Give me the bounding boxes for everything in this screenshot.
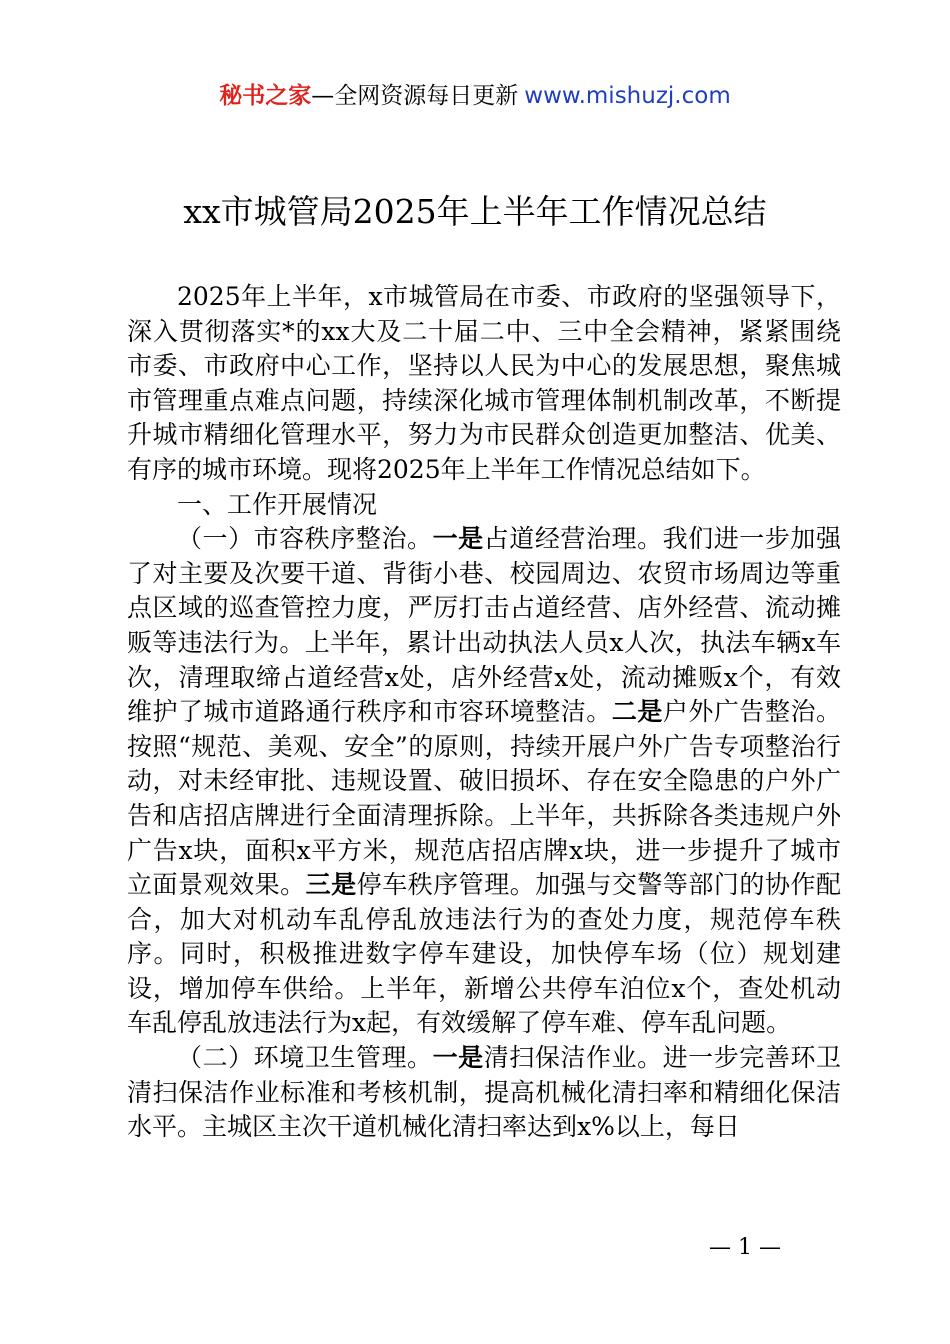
- item-label: 三是: [305, 870, 357, 900]
- banner-tagline: —全网资源每日更新: [311, 83, 519, 109]
- intro-paragraph: 2025年上半年，x市城管局在市委、市政府的坚强领导下，深入贯彻落实*的xx大及二十届二中、三中全会精神，紧紧围绕市委、市政府中心工作，坚持以人民为中心的发展思想，聚焦城市管理重点难点问题，持续深化城市管理体制机制改革，不断提升城市精细化管理水平，努力为市民群众创造更加整洁、优美、有序的城市环境。现将2025年上半年工作情况总结如下。: [127, 282, 841, 484]
- item-text: 清扫保洁作业。进一步完善环卫清扫保洁作业标准和考核机制，提高机械化清扫率和精细化保洁水平。主城区主次干道机械化清扫率达到x%以上，每日: [127, 1043, 841, 1142]
- item-text: 停车秩序管理。加强与交警等部门的协作配合，加大对机动车乱停乱放违法行为的查处力度，规范停车秩序。同时，积极推进数字停车建设，加快停车场（位）规划建设，增加停车供给。上半年，新增公共停车泊位x个，查处机动车乱停乱放违法行为x起，有效缓解了停车难、停车乱问题。: [127, 870, 841, 1038]
- item-label: 一是: [432, 524, 484, 554]
- subsection-heading: （二）环境卫生管理。: [177, 1043, 433, 1073]
- item-label: 二是: [611, 697, 663, 727]
- subsection-paragraph-1: [127, 522, 841, 1041]
- item-text: 占道经营治理。我们进一步加强了对主要及次要干道、背街小巷、校园周边、农贸市场周边等重点区域的巡查管控力度，严厉打击占道经营、店外经营、流动摊贩等违法行为。上半年，累计出动执法人员x人次，执法车辆x车次，清理取缔占道经营x处，店外经营x处，流动摊贩x个，有效维护了城市道路通行秩序和市容环境整洁。: [127, 524, 841, 727]
- section-heading: 一、工作开展情况: [177, 489, 378, 519]
- brand-name: 秘书之家: [219, 83, 312, 109]
- subsection-heading: （一）市容秩序整治。: [177, 524, 433, 554]
- item-text: 户外广告整治。按照“规范、美观、安全”的原则，持续开展户外广告专项整治行动，对未经审批、违规设置、破旧损坏、存在安全隐患的户外广告和店招店牌进行全面清理拆除。上半年，共拆除各类违规户外广告x块，面积x平方米，规范店招店牌x块，进一步提升了城市立面景观效果。: [127, 697, 841, 900]
- page-number: — 1 —: [709, 1235, 781, 1260]
- site-banner: [0, 80, 950, 112]
- item-label: 一是: [432, 1043, 484, 1073]
- document-body: [127, 280, 841, 1145]
- site-url-link[interactable]: www.mishuzj.com: [524, 83, 731, 109]
- document-title: xx市城管局2025年上半年工作情况总结: [183, 192, 767, 231]
- subsection-paragraph-2: [127, 1041, 841, 1145]
